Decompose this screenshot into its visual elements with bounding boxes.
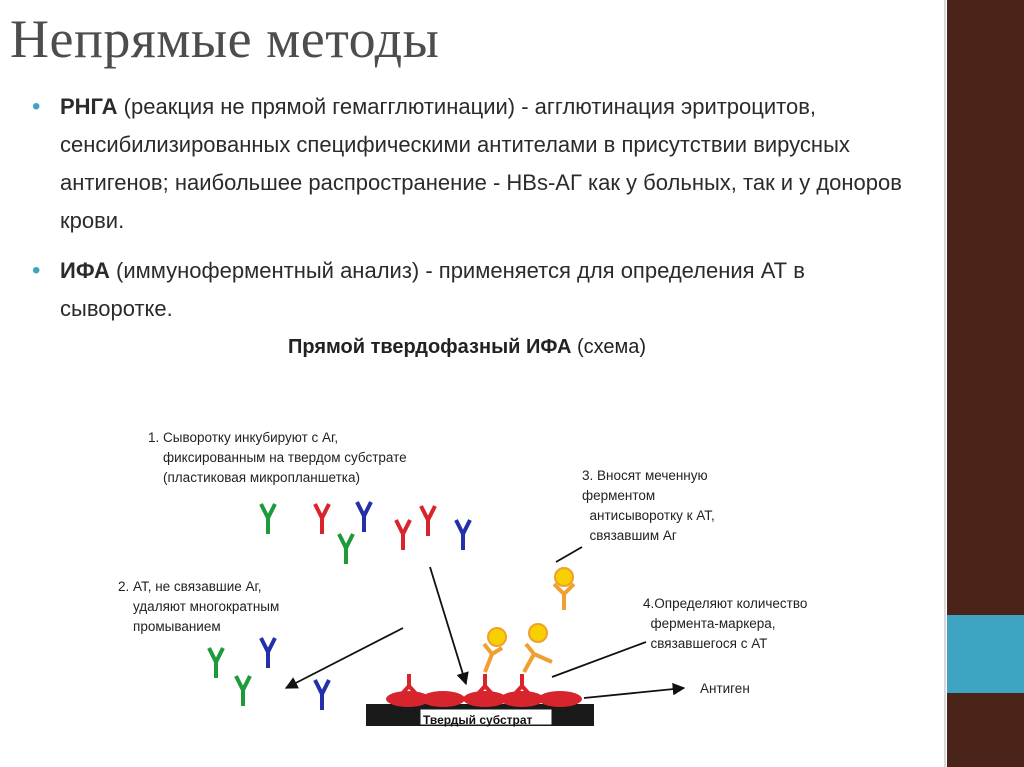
right-divider-line [944,0,946,767]
antibody-green-3 [209,648,223,678]
antibody-blue-1 [357,502,371,532]
antigen [421,691,465,707]
antigen [500,691,544,707]
step-4-note: 4.Определяют количество фермента-маркера, связавшегося с АТ [643,596,808,651]
antibody-blue-4 [315,680,329,710]
bullet-marker: • [32,93,41,120]
antibody-blue-2 [456,520,470,550]
labeled-antibody-free [554,568,574,610]
bullet-marker: • [32,257,41,284]
arrow-from-step4 [552,642,646,677]
antigen [538,691,582,707]
bullet-rnga [32,88,922,240]
bullet-text-ifa: (иммуноферментный анализ) - применяется для определения АТ в сыворотке. [60,258,805,321]
bullet-term-ifa: ИФА [60,258,110,283]
step-1-note: 1. Сыворотку инкубируют с Аг, фиксированным на твердом субстрате (пластиковая микропланшетка) [148,430,407,485]
figure-title [288,336,646,359]
right-band-accent [947,615,1024,693]
antigen-label: Антиген [700,681,750,696]
bullet-list [32,88,922,328]
antibody-red-2 [396,520,410,550]
figure-title-rest: (схема) [571,336,647,358]
figure-title-bold: Прямой твердофазный ИФА [288,336,572,358]
arrow-from-step3 [556,547,582,562]
right-decorative-band [947,0,1024,767]
bullet-text-rnga: (реакция не прямой гемагглютинации) - агглютинация эритроцитов, сенсибилизированных специфическими антителами в присутствии вирусных антигенов; наибольшее распространение - HBs-АГ как у больных, так и у доноров крови. [60,94,902,233]
bullet-ifa [32,252,922,328]
arrow-wash [286,628,403,688]
antibody-green-2 [339,534,353,564]
antibody-red-3 [421,506,435,536]
antibody-red-1 [315,504,329,534]
step-2-note: 2. АТ, не связавшие Аг, удаляют многократным промыванием [118,579,280,634]
elisa-diagram [98,322,933,767]
antibody-green-4 [236,676,250,706]
labeled-antibody-bound [524,624,552,672]
arrow-antigen [584,688,684,698]
bullet-term-rnga: РНГА [60,94,118,119]
antibody-green-1 [261,504,275,534]
elisa-diagram-graphic [98,322,933,767]
antibody-blue-3 [261,638,275,668]
labeled-antibody-bound [484,628,506,672]
arrow-to-substrate [430,567,466,684]
step-3-note: 3. Вносят меченную ферментом антисыворотку к АТ, связавшим Аг [582,468,715,543]
slide-title: Непрямые методы [10,9,440,69]
substrate-label: Твердый субстрат [423,713,533,727]
